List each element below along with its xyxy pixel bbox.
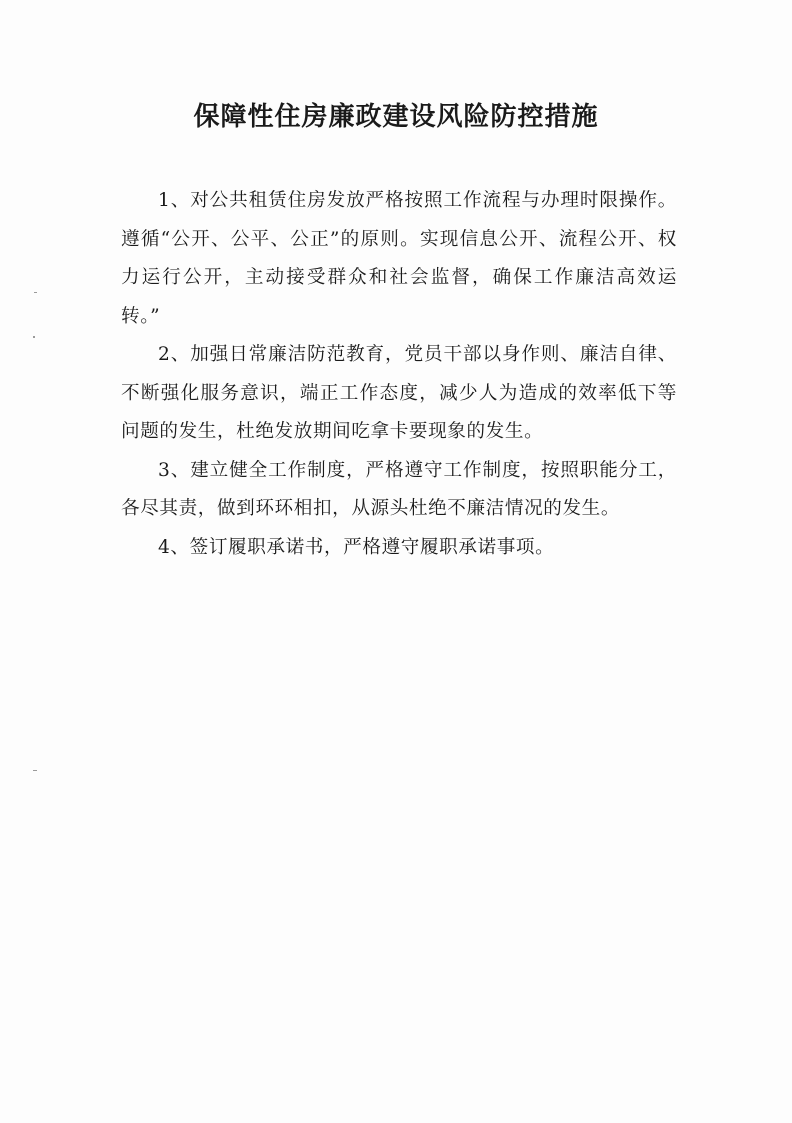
paragraph-4: 4、签订履职承诺书，严格遵守履职承诺事项。 [158, 536, 555, 558]
paragraph-3: 3、建立健全工作制度，严格遵守工作制度，按照职能分工，各尽其责，做到环环相扣，从源头杜绝不廉洁情况的发生。 [121, 459, 677, 519]
scan-speck [34, 292, 37, 293]
document-body [121, 182, 677, 567]
scan-speck [33, 770, 37, 771]
paragraph-1: 1、对公共租赁住房发放严格按照工作流程与办理时限操作。遵循“公开、公平、公正”的原则。实现信息公开、流程公开、权力运行公开，主动接受群众和社会监督，确保工作廉洁高效运转。” [121, 190, 677, 327]
scan-speck [33, 336, 35, 338]
document-title: 保障性住房廉政建设风险防控措施 [193, 102, 599, 132]
paragraph-2: 2、加强日常廉洁防范教育，党员干部以身作则、廉洁自律、不断强化服务意识，端正工作态度，减少人为造成的效率低下等问题的发生，杜绝发放期间吃拿卡要现象的发生。 [121, 344, 677, 442]
